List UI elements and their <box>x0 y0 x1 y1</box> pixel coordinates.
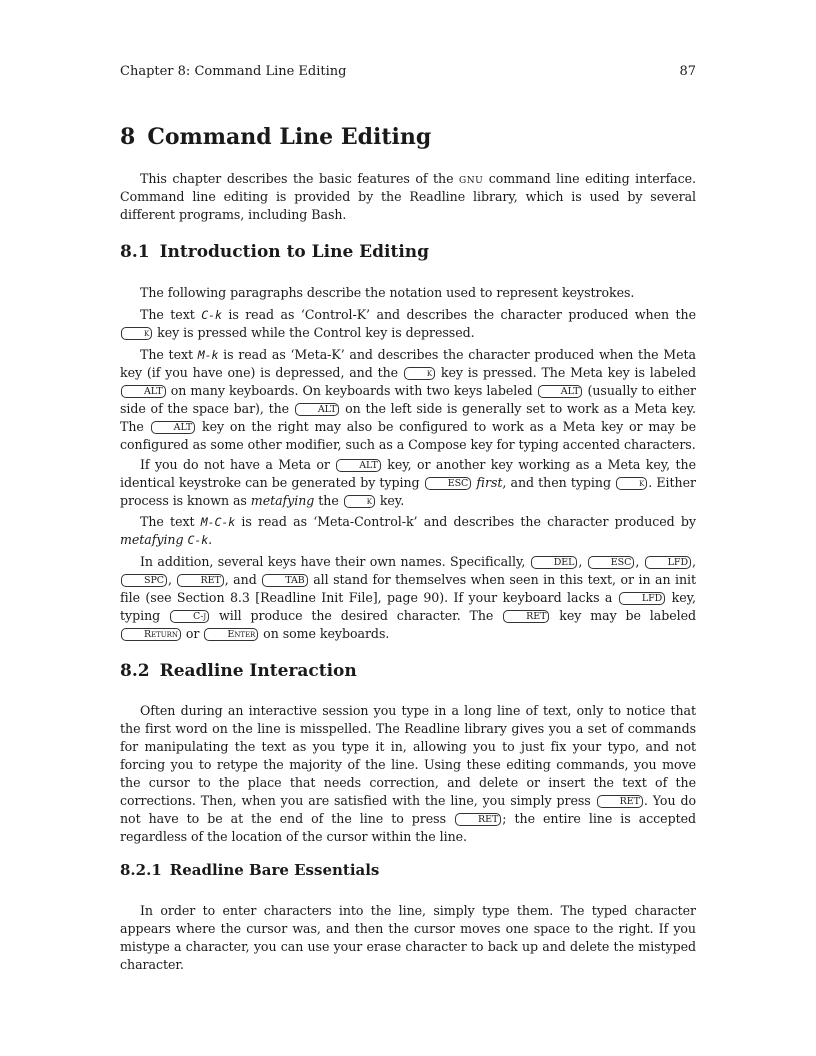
chapter-number: 8 <box>120 124 136 150</box>
section-8-2-heading: 8.2 Readline Interaction <box>120 661 357 681</box>
key-esc: ESC <box>425 477 472 490</box>
s81-paragraph-1: The following paragraphs describe the notation used to represent keystrokes. <box>140 285 635 300</box>
code-m-k: M-k <box>197 348 219 362</box>
page <box>120 64 697 972</box>
key-k: k <box>616 477 647 490</box>
section-8-2-1-heading: 8.2.1 Readline Bare Essentials <box>120 861 380 879</box>
key-alt: ALT <box>538 385 583 398</box>
key-k: k <box>121 327 152 340</box>
s821-paragraph-1: In order to enter characters into the line, simply type them. The typed character appears where the cursor was, and then the cursor moves one space to the right. If you mistype a character, you can use your erase character to back up and delete the mistyped character. <box>120 903 696 972</box>
section-8-1-heading: 8.1 Introduction to Line Editing <box>120 242 430 262</box>
page-number: 87 <box>679 64 696 79</box>
s81-paragraph-3: The text M-k is read as ‘Meta-K’ and describes the character produced when the Meta key (if you have one) is depressed, and the k key is pressed. The Meta key is labeled ALT on many keyboards. On keyboards with two keys labeled ALT (usually to either side of the space bar), the ALT on the left side is generally set to work as a Meta key. The ALT key on the right may also be configured to work as a Meta key or may be configured as some other modifier, such as a Compose key for typing accented characters. <box>120 347 696 452</box>
code-m-c-k: M-C-k <box>200 515 236 529</box>
running-header-chapter: Chapter 8: Command Line Editing <box>120 64 347 79</box>
code-c-k: C-k <box>187 533 209 547</box>
s81-paragraph-2: The text C-k is read as ‘Control-K’ and describes the character produced when the k key is pressed while the Control key is depressed. <box>120 306 696 342</box>
gnu-smallcaps: gnu <box>459 171 484 186</box>
s81-paragraph-5: The text M-C-k is read as ‘Meta-Control-k’ and describes the character produced by metafying C-k. <box>120 514 696 547</box>
code-c-k: C-k <box>201 308 222 322</box>
key-alt: ALT <box>151 421 196 434</box>
s81-paragraph-6: In addition, several keys have their own names. Specifically, DEL , ESC , LFD , SPC , RET , and TAB all stand for themselves when seen in this text, or in an init file (see Section 8.3 [Readline Init File], page 90). If your keyboard lacks a LFD key, typing C-j will produce the desired character. The RET key may be labeled Return or Enter on some keyboards. <box>120 554 697 641</box>
s82-paragraph-1: Often during an interactive session you type in a long line of text, only to notice that the first word on the line is misspelled. The Readline library gives you a set of commands for manipulating the text as you type it in, allowing you to just fix your typo, and not forcing you to retype the majority of the line. Using these editing commands, you move the cursor to the place that needs correction, and delete or insert the text of the corrections. Then, when you are satisfied with the line, you simply press RET . You do not have to be at the end of the line to press RET ; the entire line is accepted regardless of the location of the cursor within the line. <box>120 703 697 844</box>
s81-paragraph-4: If you do not have a Meta or ALT key, or another key working as a Meta key, the identical keystroke can be generated by typing ESC first, and then typing k . Either process is known as metafying the k key. <box>120 457 696 508</box>
running-header <box>120 64 696 80</box>
key-alt: ALT <box>336 459 381 472</box>
key-k: k <box>404 367 435 380</box>
key-ret: RET <box>455 813 501 826</box>
key-k: k <box>344 495 375 508</box>
intro-paragraph: This chapter describes the basic features of the gnu command line editing interface. Command line editing is provided by the Readline library, which is used by several different programs, including Bash. <box>120 171 696 222</box>
key-alt: ALT <box>295 403 340 416</box>
chapter-title-text: Command Line Editing <box>147 124 432 150</box>
key-alt: ALT <box>121 385 166 398</box>
chapter-title <box>120 123 431 151</box>
key-ret: RET <box>597 795 643 808</box>
